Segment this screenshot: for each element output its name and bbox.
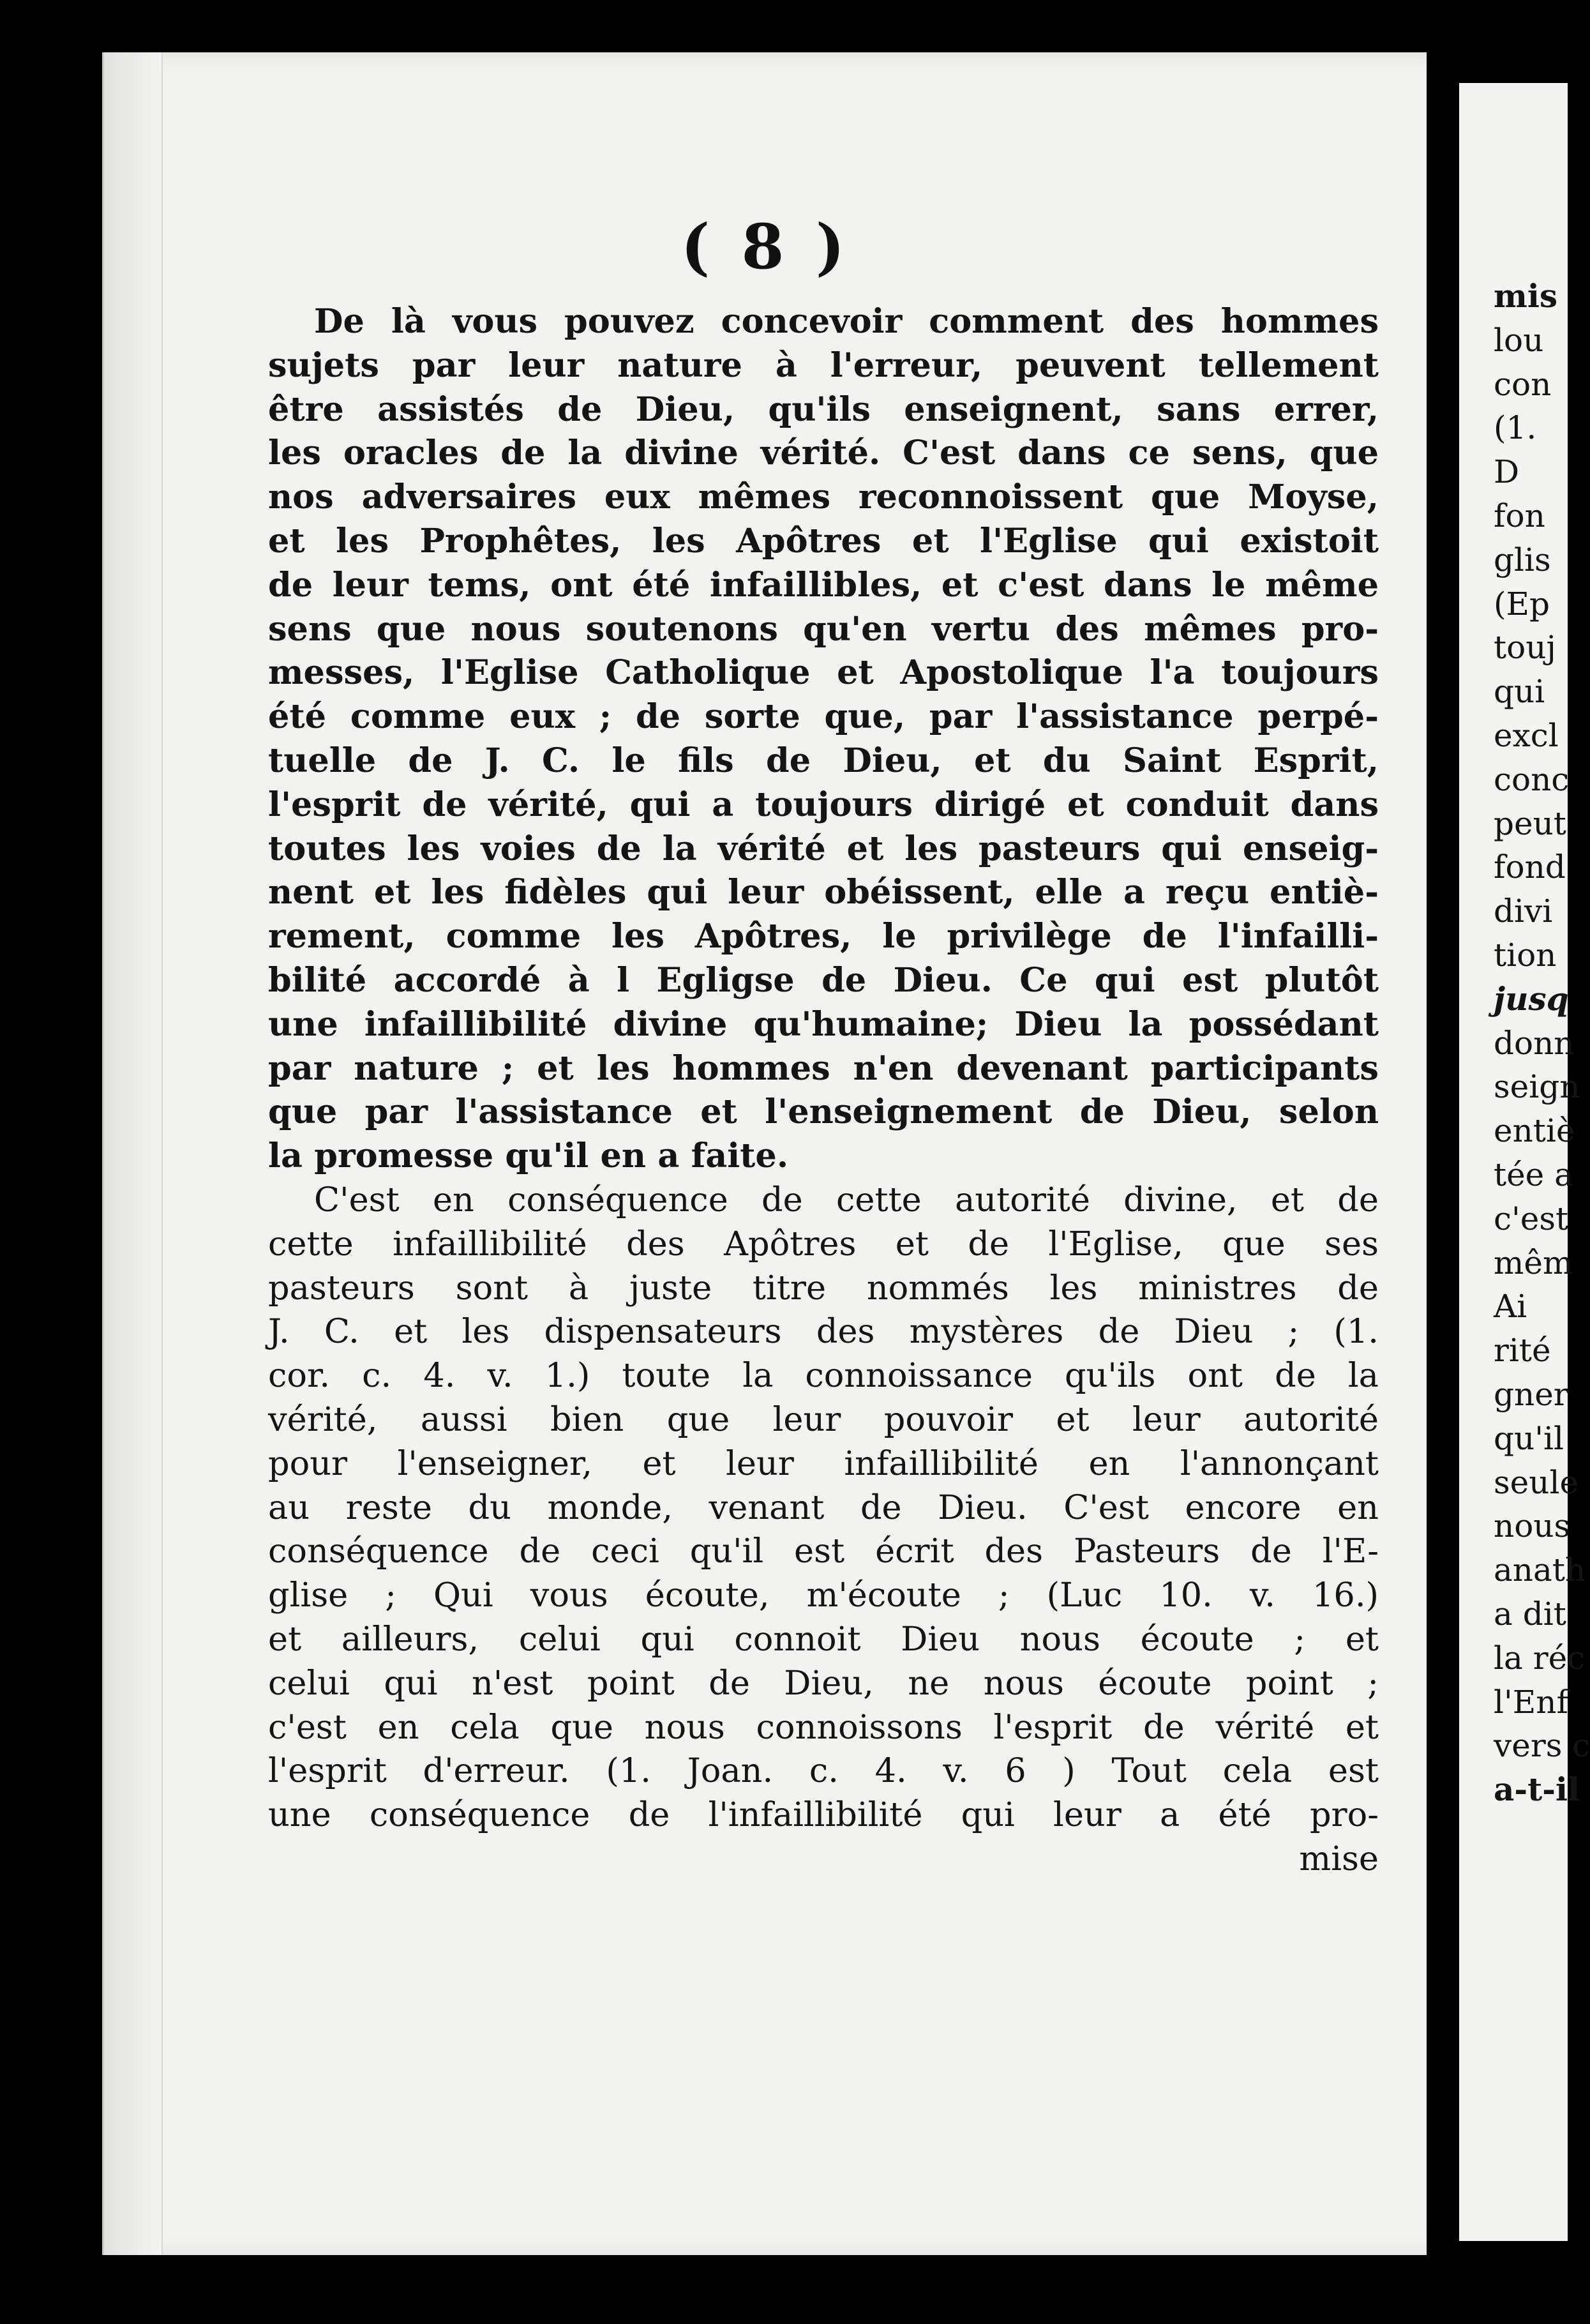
text-line: bilité accordé à l Egligse de Dieu. Ce qui est plutôt: [268, 960, 1379, 1000]
text-fragment: fon: [1494, 497, 1545, 534]
text-fragment: (Ep: [1494, 585, 1550, 622]
text-line: la promesse qu'il en a faite.: [268, 1136, 789, 1176]
text-fragment: qu'il: [1494, 1419, 1564, 1457]
text-fragment: touj: [1494, 629, 1556, 667]
text-line: l'esprit de vérité, qui a toujours dirigé et conduit dans: [268, 785, 1379, 824]
text-line: sens que nous soutenons qu'en vertu des mêmes pro-: [268, 609, 1379, 649]
text-fragment: fond: [1494, 849, 1566, 886]
text-fragment: tée a: [1494, 1156, 1573, 1193]
page-number: ( 8 ): [680, 211, 850, 283]
right-page-text: [1494, 275, 1590, 1812]
text-line: J. C. et les dispensateurs des mystères de Dieu ; (1.: [268, 1312, 1379, 1352]
text-line: et ailleurs, celui qui connoit Dieu nous écoute ; et: [268, 1619, 1379, 1659]
text-fragment: vers c: [1494, 1727, 1590, 1765]
text-line: cette infaillibilité des Apôtres et de l'Eglise, que ses: [268, 1224, 1379, 1264]
text-line: que par l'assistance et l'enseignement de Dieu, selon: [268, 1092, 1379, 1132]
text-line: pasteurs sont à juste titre nommés les ministres de: [268, 1268, 1379, 1308]
text-line: rement, comme les Apôtres, le privilège de l'infailli-: [268, 917, 1379, 956]
text-fragment: divi: [1494, 893, 1553, 930]
text-fragment: lou: [1494, 321, 1544, 359]
text-fragment: l'Enf: [1494, 1683, 1568, 1721]
text-fragment: conc: [1494, 760, 1570, 798]
text-line: messes, l'Eglise Catholique et Apostolique l'a toujours: [268, 653, 1379, 693]
text-line: au reste du monde, venant de Dieu. C'est encore en: [268, 1488, 1379, 1527]
text-line: nos adversaires eux mêmes reconnoissent que Moyse,: [268, 478, 1379, 517]
text-fragment: a-t-il: [1494, 1770, 1580, 1809]
text-fragment: donn: [1494, 1024, 1575, 1062]
text-fragment: rité: [1494, 1332, 1551, 1370]
text-line: de leur tems, ont été infaillibles, et c'est dans le même: [268, 565, 1379, 605]
text-fragment: la réc: [1494, 1639, 1586, 1677]
text-fragment: jusq: [1494, 979, 1569, 1018]
body-text: [268, 300, 1379, 1882]
text-fragment: c'est: [1494, 1200, 1569, 1237]
text-fragment: seule: [1494, 1463, 1579, 1501]
text-fragment: tion: [1494, 936, 1557, 974]
text-line: glise ; Qui vous écoute, m'écoute ; (Luc 10. v. 16.): [268, 1576, 1379, 1615]
right-page-edge: [1459, 83, 1590, 2241]
text-fragment: entiè: [1494, 1112, 1575, 1150]
text-line: et les Prophêtes, les Apôtres et l'Eglise qui existoit: [268, 521, 1379, 561]
text-line: conséquence de ceci qu'il est écrit des Pasteurs de l'E-: [268, 1532, 1379, 1571]
text-fragment: a dit: [1494, 1595, 1566, 1633]
text-line: celui qui n'est point de Dieu, ne nous écoute point ;: [268, 1663, 1379, 1703]
text-fragment: glis: [1494, 541, 1551, 578]
text-line: C'est en conséquence de cette autorité divine, et de: [314, 1180, 1379, 1219]
text-line: l'esprit d'erreur. (1. Joan. c. 4. v. 6 ) Tout cela est: [268, 1751, 1379, 1791]
paragraph-1: [268, 300, 1379, 1179]
text-fragment: nous: [1494, 1507, 1571, 1545]
text-fragment: gner: [1494, 1375, 1569, 1413]
text-fragment: (1.: [1494, 409, 1537, 447]
text-fragment: D: [1494, 453, 1520, 491]
text-fragment: Ai: [1494, 1288, 1527, 1325]
text-line: être assistés de Dieu, qu'ils enseignent, sans errer,: [268, 389, 1379, 429]
text-fragment: peut: [1494, 804, 1566, 842]
text-line: toutes les voies de la vérité et les pasteurs qui enseig-: [268, 829, 1379, 868]
text-line: cor. c. 4. v. 1.) toute la connoissance qu'ils ont de la: [268, 1356, 1379, 1396]
text-line: les oracles de la divine vérité. C'est dans ce sens, que: [268, 434, 1379, 473]
text-fragment: con: [1494, 365, 1552, 403]
text-line: De là vous pouvez concevoir comment des hommes: [314, 302, 1379, 341]
text-fragment: excl: [1494, 716, 1559, 754]
text-line: une infaillibilité divine qu'humaine; Dieu la possédant: [268, 1004, 1379, 1044]
text-line: tuelle de J. C. le fils de Dieu, et du Saint Esprit,: [268, 741, 1379, 780]
text-line: été comme eux ; de sorte que, par l'assistance perpé-: [268, 697, 1379, 737]
text-line: nent et les fidèles qui leur obéissent, elle a reçu entiè-: [268, 873, 1379, 912]
text-line: pour l'enseigner, et leur infaillibilité en l'annonçant: [268, 1444, 1379, 1483]
catchword: mise: [1299, 1839, 1379, 1878]
text-line: une conséquence de l'infaillibilité qui leur a été pro-: [268, 1795, 1379, 1835]
text-fragment: seign: [1494, 1068, 1580, 1106]
text-fragment: qui: [1494, 673, 1545, 711]
text-line: vérité, aussi bien que leur pouvoir et leur autorité: [268, 1400, 1379, 1439]
text-fragment: mêm: [1494, 1244, 1573, 1281]
text-fragment: anath: [1494, 1551, 1586, 1589]
text-line: par nature ; et les hommes n'en devenant participants: [268, 1048, 1379, 1088]
paragraph-2: [268, 1179, 1379, 1882]
binding-gutter: [104, 52, 163, 2255]
text-fragment: mis: [1494, 277, 1558, 315]
text-line: c'est en cela que nous connoissons l'esprit de vérité et: [268, 1707, 1379, 1747]
text-line: sujets par leur nature à l'erreur, peuvent tellement: [268, 345, 1379, 385]
